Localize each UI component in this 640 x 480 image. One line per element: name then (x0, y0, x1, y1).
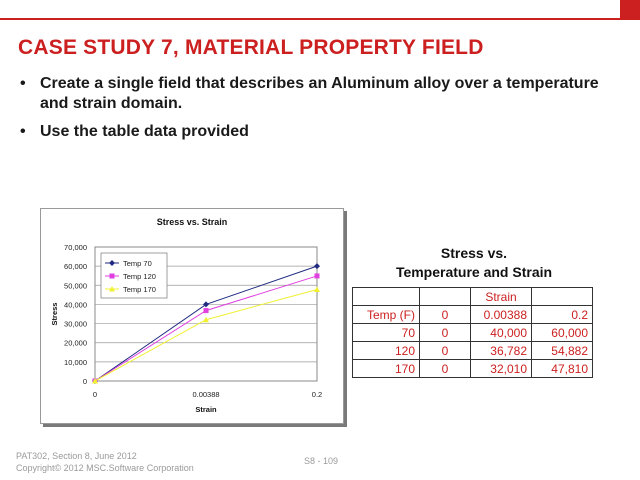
table-row (353, 342, 593, 360)
strain-header: Strain (471, 288, 532, 306)
table-row (353, 360, 593, 378)
table-cell (532, 288, 593, 306)
bullet-list (18, 74, 618, 150)
y-tick-label: 60,000 (64, 262, 87, 272)
table-cell: 0 (420, 324, 471, 342)
table-title-line1: Stress vs. (440, 245, 508, 261)
y-tick-label: 0 (82, 377, 87, 386)
table-cell: 60,000 (532, 324, 593, 342)
data-point (204, 308, 209, 313)
bullet-text: Create a single field that describes an Aluminum alloy over a temperature and strain domain. (40, 75, 599, 112)
y-tick-label: 20,000 (64, 338, 87, 348)
corner-accent (620, 0, 640, 20)
data-point (315, 273, 320, 278)
table-cell: 32,010 (471, 360, 532, 378)
table-cell (420, 288, 471, 306)
legend-label: Temp 70 (123, 259, 152, 268)
legend-label: Temp 120 (123, 272, 156, 281)
x-tick-label: 0.00388 (192, 390, 220, 399)
table-header-row (353, 288, 593, 306)
x-tick-label: 0 (92, 390, 98, 399)
legend-label: Temp 170 (123, 285, 156, 294)
y-tick-label: 30,000 (64, 319, 87, 329)
table-title (378, 244, 570, 282)
stress-table (352, 287, 593, 378)
y-tick-label: 50,000 (64, 281, 87, 291)
bullet-text: Use the table data provided (40, 123, 249, 140)
temp-header: Temp (F) (353, 306, 420, 324)
table-cell: 170 (353, 360, 420, 378)
table-cell: 0.2 (532, 306, 593, 324)
table-cell: 40,000 (471, 324, 532, 342)
table-header-row (353, 306, 593, 324)
footer-course: PAT302, Section 8, June 2012 (16, 451, 137, 461)
table-cell: 47,810 (532, 360, 593, 378)
table-cell: 0.00388 (471, 306, 532, 324)
slide-title: CASE STUDY 7, MATERIAL PROPERTY FIELD (18, 36, 484, 59)
x-axis-label: Strain (195, 405, 217, 414)
y-tick-label: 40,000 (64, 300, 87, 310)
stress-strain-chart (40, 208, 344, 424)
y-tick-label: 10,000 (64, 357, 87, 367)
page-number: S8 - 109 (304, 456, 339, 466)
table-cell: 120 (353, 342, 420, 360)
bullet-item (18, 74, 618, 114)
data-point (110, 274, 115, 279)
chart-title: Stress vs. Strain (156, 217, 228, 227)
table-cell: 0 (420, 360, 471, 378)
bullet-icon: • (20, 123, 26, 140)
top-bar (0, 0, 640, 20)
y-tick-label: 70,000 (64, 243, 87, 252)
table-cell: 70 (353, 324, 420, 342)
chart-canvas (41, 209, 343, 423)
table-cell: 0 (420, 342, 471, 360)
footer (16, 450, 194, 474)
y-axis-label: Stress (50, 302, 59, 326)
table-cell: 36,782 (471, 342, 532, 360)
table-cell: 0 (420, 306, 471, 324)
table-cell: 54,882 (532, 342, 593, 360)
table-cell (353, 288, 420, 306)
bullet-icon: • (20, 75, 26, 92)
table-title-line2: Temperature and Strain (395, 264, 553, 280)
x-tick-label: 0.2 (311, 390, 323, 399)
header-rule (0, 18, 640, 20)
footer-copyright: Copyright© 2012 MSC.Software Corporation (16, 463, 194, 473)
table-row (353, 324, 593, 342)
bullet-item (18, 122, 618, 142)
